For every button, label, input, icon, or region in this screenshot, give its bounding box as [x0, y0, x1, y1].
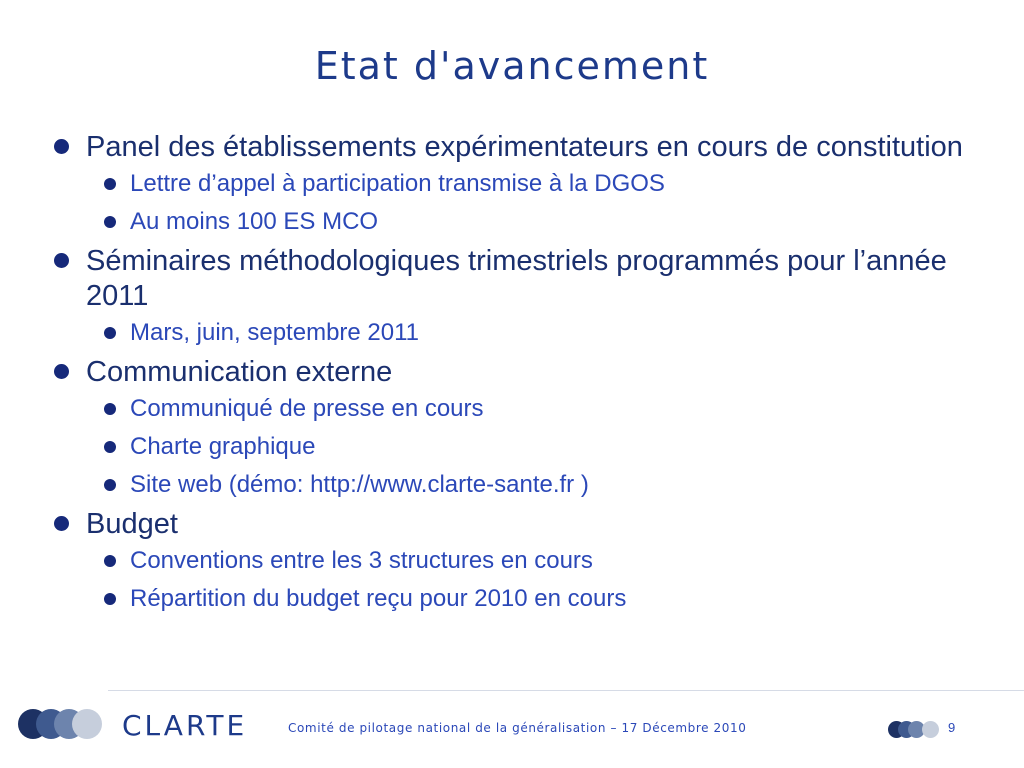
sub-bullet-text: Charte graphique: [130, 433, 316, 460]
bullet-item-3: [52, 355, 972, 390]
logo-circle-icon: [72, 709, 102, 739]
sub-bullet-item: [52, 165, 972, 203]
footer-caption: Comité de pilotage national de la généralisation – 17 Décembre 2010: [288, 721, 747, 735]
bullet-item-2: [52, 244, 972, 314]
footer-divider: [108, 690, 1024, 691]
bullet-icon: [54, 139, 69, 154]
sub-bullet-item: [52, 580, 972, 618]
logo-text: CLARTE: [122, 709, 248, 742]
sub-bullet-text: Site web (démo: http://www.clarte-sante.fr ): [130, 471, 589, 498]
sub-bullet-item: [52, 390, 972, 428]
slide-title: Etat d'avancement: [314, 44, 710, 88]
sub-bullet-item: [52, 428, 972, 466]
bullet-list: [52, 130, 972, 618]
bullet-icon: [54, 516, 69, 531]
bullet-text: Séminaires méthodologiques trimestriels programmés pour l’année 2011: [86, 245, 947, 312]
bullet-icon: [54, 253, 69, 268]
bullet-text: Panel des établissements expérimentateurs en cours de constitution: [86, 131, 963, 163]
page-number: 9: [948, 720, 956, 735]
bullet-item-4: [52, 507, 972, 542]
bullet-icon: [104, 479, 116, 491]
bullet-icon: [104, 593, 116, 605]
sub-bullet-text: Lettre d’appel à participation transmise à la DGOS: [130, 170, 665, 197]
bullet-icon: [104, 441, 116, 453]
sub-bullet-item: [52, 314, 972, 352]
bullet-text: Budget: [86, 508, 178, 540]
sub-bullet-item: [52, 466, 972, 504]
bullet-icon: [104, 178, 116, 190]
bullet-icon: [104, 327, 116, 339]
sub-bullet-text: Conventions entre les 3 structures en cours: [130, 547, 593, 574]
bullet-item-1: [52, 130, 972, 165]
sub-bullet-text: Au moins 100 ES MCO: [130, 208, 379, 235]
bullet-icon: [104, 403, 116, 415]
bullet-icon: [104, 216, 116, 228]
bullet-icon: [54, 364, 69, 379]
bullet-text: Communication externe: [86, 356, 393, 388]
sub-bullet-text: Répartition du budget reçu pour 2010 en cours: [130, 585, 627, 612]
sub-bullet-text: Mars, juin, septembre 2011: [130, 319, 420, 346]
sub-bullet-item: [52, 542, 972, 580]
sub-bullet-item: [52, 203, 972, 241]
bullet-icon: [104, 555, 116, 567]
sub-bullet-text: Communiqué de presse en cours: [130, 395, 484, 422]
